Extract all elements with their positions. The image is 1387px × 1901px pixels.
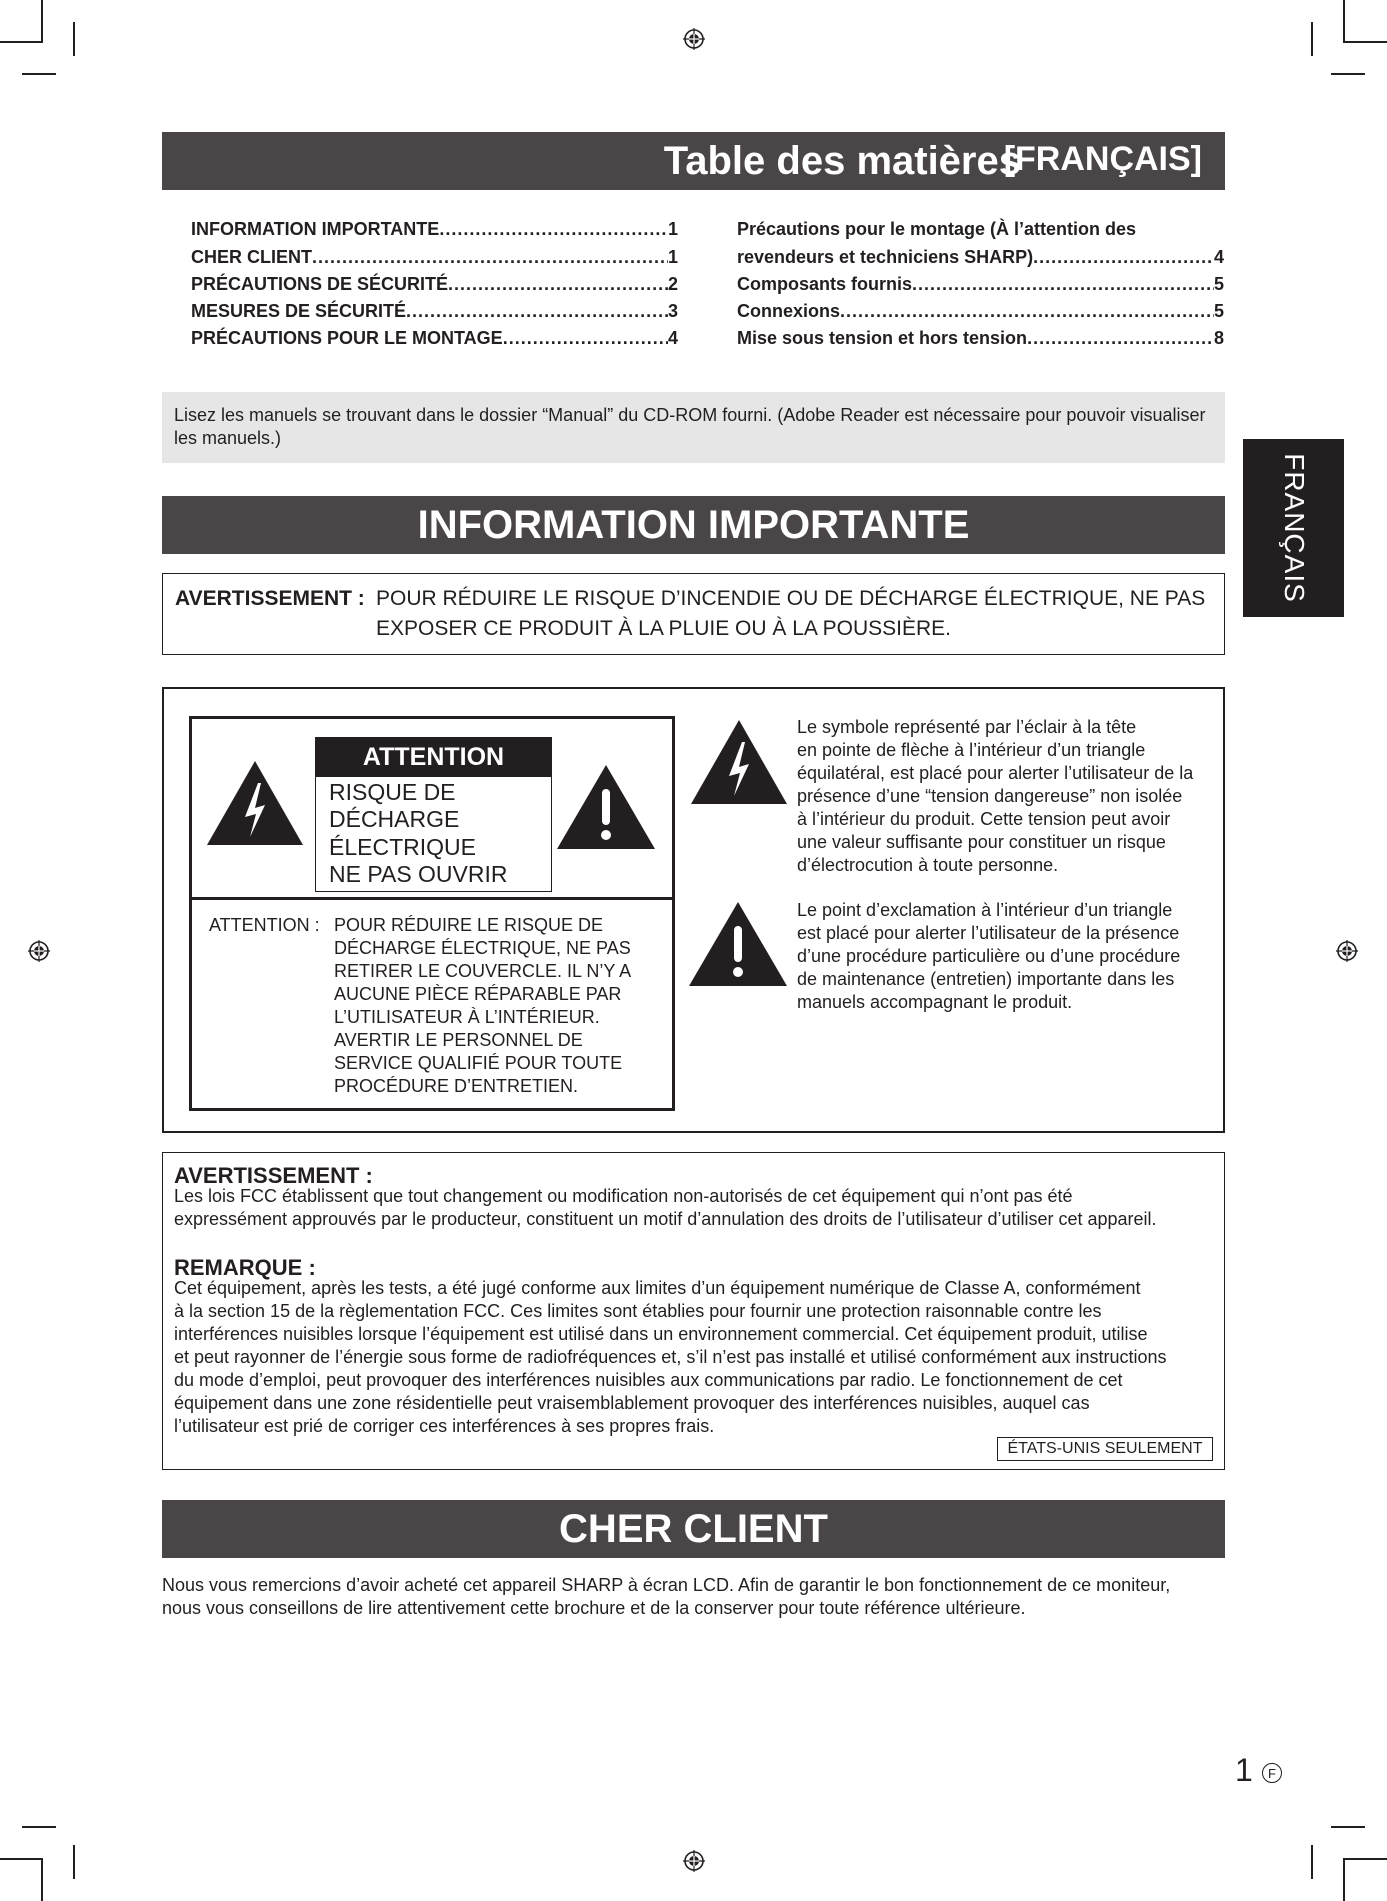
toc-entry[interactable]: Mise sous tension et hors tension ..... 8 bbox=[737, 327, 1224, 349]
lightning-desc-line: équilatéral, est placé pour alerter l’utilisateur de la bbox=[797, 763, 1194, 783]
toc-title: Table des matières bbox=[663, 139, 1021, 183]
lightning-desc-line: à l’intérieur du produit. Cette tension peut avoir bbox=[797, 809, 1171, 829]
exclamation-triangle-icon bbox=[687, 900, 789, 988]
toc-entry[interactable]: CHER CLIENT ..... 1 bbox=[191, 246, 678, 268]
registration-mark-icon bbox=[1336, 940, 1358, 962]
lightning-triangle-icon bbox=[689, 718, 789, 806]
exclamation-desc-line: est placé pour alerter l’utilisateur de la présence bbox=[797, 923, 1180, 943]
fcc-note-line: équipement dans une zone résidentielle peut vraisemblablement provoquer des interférences nuisibles, auquel cas bbox=[174, 1393, 1090, 1413]
fcc-note-line: à la section 15 de la règlementation FCC. Ces limites sont établies pour fournir une protection raisonnable contre les bbox=[174, 1301, 1102, 1321]
crop-mark bbox=[1344, 1858, 1387, 1860]
crop-mark bbox=[22, 1826, 56, 1828]
section-heading-customer bbox=[162, 1500, 1225, 1558]
exclamation-desc-line: de maintenance (entretien) importante dans les bbox=[797, 969, 1175, 989]
language-label: [FRANÇAIS] bbox=[1003, 140, 1202, 178]
crop-mark bbox=[1343, 1858, 1345, 1901]
exclamation-desc-line: manuels accompagnant le produit. bbox=[797, 992, 1073, 1012]
caution-line: DÉCHARGE bbox=[329, 806, 460, 832]
crop-mark bbox=[22, 73, 56, 75]
caution-note-line: RETIRER LE COUVERCLE. IL N’Y A bbox=[334, 961, 632, 981]
crop-mark bbox=[1331, 73, 1365, 75]
language-code-badge bbox=[1262, 1763, 1282, 1783]
toc-banner bbox=[162, 132, 1225, 190]
registration-mark-icon bbox=[683, 28, 705, 50]
language-code: F bbox=[1268, 1766, 1276, 1781]
crop-mark bbox=[73, 22, 75, 56]
crop-mark bbox=[73, 1845, 75, 1879]
registration-mark-icon bbox=[28, 940, 50, 962]
caution-line: NE PAS OUVRIR bbox=[329, 861, 508, 887]
caution-note-line: PROCÉDURE D’ENTRETIEN. bbox=[334, 1076, 579, 1096]
toc-entry-first-line[interactable]: Précautions pour le montage (À l’attention des bbox=[737, 219, 1137, 239]
caution-note-line: AUCUNE PIÈCE RÉPARABLE PAR bbox=[334, 984, 622, 1004]
fcc-note-line: Cet équipement, après les tests, a été jugé conforme aux limites d’un équipement numérique de Classe A, conformément bbox=[174, 1278, 1141, 1298]
toc-entry[interactable]: Composants fournis ..... 5 bbox=[737, 273, 1224, 295]
crop-mark bbox=[0, 1858, 43, 1860]
exclamation-desc-line: Le point d’exclamation à l’intérieur d’un triangle bbox=[797, 900, 1173, 920]
caution-title: ATTENTION bbox=[362, 743, 505, 771]
caution-note-line: POUR RÉDUIRE LE RISQUE DE bbox=[334, 915, 604, 935]
manual-note-text: Lisez les manuels se trouvant dans le dossier “Manual” du CD-ROM fourni. (Adobe Reader est nécessaire pour pouvoir visualiser les manuels.) bbox=[174, 405, 1206, 448]
caution-note-label: ATTENTION : bbox=[209, 915, 320, 935]
toc-entry[interactable]: Connexions ..... 5 bbox=[737, 300, 1224, 322]
crop-mark bbox=[41, 0, 43, 43]
lightning-desc-line: en pointe de flèche à l’intérieur d’un triangle bbox=[797, 740, 1146, 760]
language-side-tab-label: FRANÇAIS bbox=[1278, 453, 1310, 603]
warning-text: POUR RÉDUIRE LE RISQUE D’INCENDIE OU DE DÉCHARGE ÉLECTRIQUE, NE PAS EXPOSER CE PRODUIT À LA PLUIE OU À LA POUSSIÈRE. bbox=[376, 587, 1206, 640]
toc-entry[interactable]: revendeurs et techniciens SHARP) ..... 4 bbox=[737, 246, 1224, 268]
language-side-tab bbox=[1243, 439, 1344, 617]
section-heading-info bbox=[162, 496, 1225, 554]
fcc-note-line: l’utilisateur est prié de corriger ces interférences à ses propres frais. bbox=[174, 1416, 715, 1436]
lightning-desc-line: une valeur suffisante pour constituer un risque bbox=[797, 832, 1166, 852]
customer-heading: CHER CLIENT bbox=[559, 1507, 828, 1551]
caution-label-divider bbox=[189, 897, 675, 900]
us-only-badge: ÉTATS-UNIS SEULEMENT bbox=[997, 1437, 1213, 1461]
caution-note-line: DÉCHARGE ÉLECTRIQUE, NE PAS bbox=[334, 938, 631, 958]
caution-line: ÉLECTRIQUE bbox=[329, 834, 476, 860]
registration-mark-icon bbox=[683, 1850, 705, 1872]
crop-mark bbox=[41, 1858, 43, 1901]
toc-entry[interactable]: PRÉCAUTIONS DE SÉCURITÉ ..... 2 bbox=[191, 273, 678, 295]
crop-mark bbox=[1331, 1826, 1365, 1828]
customer-line: Nous vous remercions d’avoir acheté cet appareil SHARP à écran LCD. Afin de garantir le bon fonctionnement de ce moniteur, bbox=[162, 1575, 1171, 1595]
fcc-note-heading: REMARQUE : bbox=[174, 1255, 316, 1280]
customer-line: nous vous conseillons de lire attentivement cette brochure et de la conserver pour toute référence ultérieure. bbox=[162, 1598, 1026, 1618]
lightning-warning-icon bbox=[205, 759, 305, 849]
caution-line: RISQUE DE bbox=[329, 779, 456, 805]
crop-mark bbox=[0, 41, 43, 43]
caution-note-line: L’UTILISATEUR À L’INTÉRIEUR. bbox=[334, 1007, 600, 1027]
fcc-note-line: du mode d’emploi, peut provoquer des interférences nuisibles aux communications par radio. Le fonctionnement de cet bbox=[174, 1370, 1123, 1390]
caution-note-line: AVERTIR LE PERSONNEL DE bbox=[334, 1030, 583, 1050]
info-heading: INFORMATION IMPORTANTE bbox=[417, 503, 970, 547]
warning-label: AVERTISSEMENT : bbox=[175, 587, 365, 610]
toc-entry[interactable]: PRÉCAUTIONS POUR LE MONTAGE ..... 4 bbox=[191, 327, 678, 349]
toc-entry[interactable]: INFORMATION IMPORTANTE ..... 1 bbox=[191, 218, 678, 240]
manual-note bbox=[162, 392, 1225, 463]
fcc-warning-line: Les lois FCC établissent que tout changement ou modification non-autorisés de cet équipement qui n’ont pas été bbox=[174, 1186, 1073, 1206]
crop-mark bbox=[1311, 1845, 1313, 1879]
lightning-desc-line: présence d’une “tension dangereuse” non isolée bbox=[797, 786, 1183, 806]
exclamation-warning-icon bbox=[555, 763, 657, 851]
page-number: 1 bbox=[1235, 1752, 1253, 1788]
crop-mark bbox=[1344, 41, 1387, 43]
fcc-warning-heading: AVERTISSEMENT : bbox=[174, 1163, 373, 1188]
fcc-note-line: et peut rayonner de l’énergie sous forme de radiofréquences et, s’il n’est pas installé et utilisé conformément aux instructions bbox=[174, 1347, 1167, 1367]
crop-mark bbox=[1343, 0, 1345, 43]
fcc-note-line: interférences nuisibles lorsque l’équipement est utilisé dans un environnement commercial. Cet équipement produit, utilise bbox=[174, 1324, 1148, 1344]
caution-note-line: SERVICE QUALIFIÉ POUR TOUTE bbox=[334, 1053, 623, 1073]
fire-warning-box bbox=[162, 573, 1225, 655]
toc-entry[interactable]: MESURES DE SÉCURITÉ ..... 3 bbox=[191, 300, 678, 322]
fcc-warning-line: expressément approuvés par le producteur, constituent un motif d’annulation des droits de l’utilisateur d’utiliser cet appareil. bbox=[174, 1209, 1157, 1229]
crop-mark bbox=[1311, 22, 1313, 56]
lightning-desc-line: Le symbole représenté par l’éclair à la tête bbox=[797, 717, 1137, 737]
lightning-desc-line: d’électrocution à toute personne. bbox=[797, 855, 1059, 875]
exclamation-desc-line: d’une procédure particulière ou d’une procédure bbox=[797, 946, 1181, 966]
